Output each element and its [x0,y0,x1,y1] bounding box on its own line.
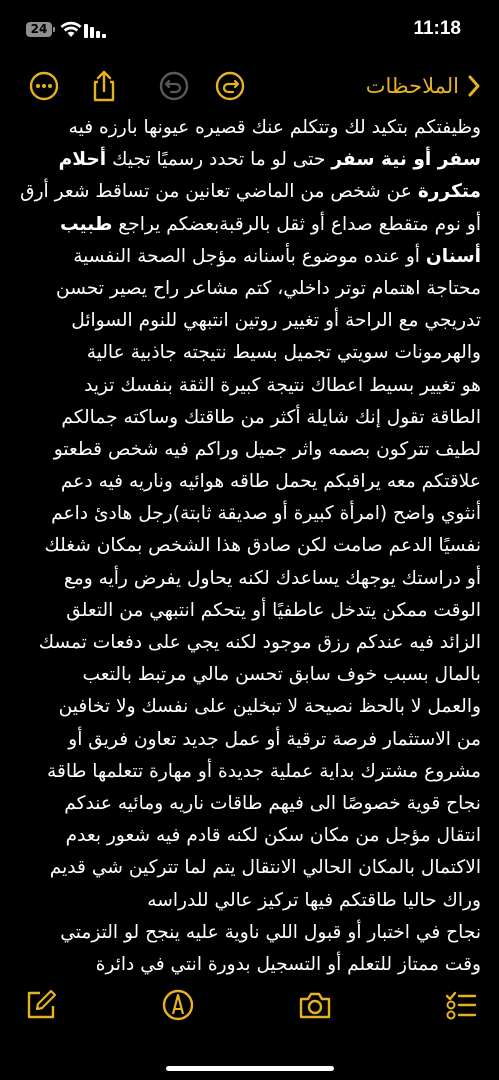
note-line [16,788,481,820]
compose-icon[interactable] [24,988,58,1022]
note-line [16,402,481,434]
wifi-icon [60,20,82,38]
note-line [16,466,481,498]
note-text: نفسيًا الدعم صامت لكن صادق هذا الشخص بمكان شغلك [44,535,481,557]
note-line [16,209,481,241]
note-text: تدريجي مع الراحة أو تغيير روتين انتبهي للنوم السوائل [71,310,481,332]
note-line [16,144,481,176]
status-bar [0,0,499,60]
note-line [16,498,481,530]
markup-pen-icon[interactable] [161,988,195,1022]
note-line [16,627,481,659]
note-line [16,273,481,305]
note-bold-text: سفر أو نية سفر [331,149,481,171]
note-bold-text: أسنان [425,245,481,267]
more-icon[interactable] [26,68,62,104]
note-text: وقت ممتاز للتعلم أو التسجيل بدورة انتي في دائرة [95,953,481,975]
note-line [16,852,481,884]
note-text: عن شخص من الماضي تعانين من تساقط شعر أرق [20,181,418,203]
note-line [16,691,481,723]
note-line [16,176,481,208]
note-bold-text: أحلام [58,149,107,171]
chevron-right-icon [467,74,481,98]
note-text: وراك حاليا طاقتكم فيها تركيز عالي للدراسه [147,889,481,911]
note-bold-text: متكررة [417,181,481,203]
note-text: حتى لو ما تحدد رسميًا تجيك [106,149,332,171]
checklist-icon[interactable] [444,988,478,1022]
note-text: أنثوي واضح (امرأة كبيرة أو صديقة ثابتة)رجل هادئ داعم [51,503,481,525]
note-text: علاقتكم معه يراقبكم يحمل طاقه هوائيه وناريه فيه دعم [60,471,481,493]
battery-icon [26,22,52,37]
note-text: أو نوم متقطع صداع أو ثقل بالرقبةبعضكم يراجع [112,213,481,235]
note-line [16,112,481,144]
clock: 11:18 [413,18,461,39]
note-text: والعمل لا بالحظ نصيحة لا تبخلين على نفسك ولا تخافين [58,696,481,718]
share-icon[interactable] [86,68,122,104]
note-line [16,595,481,627]
note-text: الزائد فيه عندكم رزق موجود لكنه يجي على دفعات تمسك [38,632,481,653]
note-text: انتقال مؤجل من مكان سكن لكنه قادم فيه شعور بعدم [65,825,481,847]
camera-icon[interactable] [298,988,332,1022]
note-text: بالمال بسبب خوف سابق تحسن مالي مرتبط بالتعب [82,664,481,686]
note-body[interactable] [16,112,481,981]
note-line [16,820,481,852]
note-text: والهرمونات سويتي تجميل بسيط نتيجته جاذبية عالية [86,342,481,364]
note-line [16,563,481,595]
battery-tip [53,27,55,32]
note-text: وظيفتكم بتكيد لك وتتكلم عنك قصيره عيونها بارزه فيه [68,117,481,138]
note-text: من الاستثمار فرصة ترقية أو عمل جديد تعاون فريق أو [68,728,481,750]
note-text: الاكتمال بالمكان الحالي الانتقال يتم لما تتركين شي قديم [49,857,481,879]
home-indicator[interactable] [166,1066,334,1071]
back-label: الملاحظات [365,74,459,98]
bottom-toolbar [0,970,499,1080]
note-line [16,724,481,756]
battery-level: 24 [30,22,48,36]
note-line [16,337,481,369]
note-bold-text: طبيب [60,213,113,235]
note-line [16,659,481,691]
note-text: مشروع مشترك بداية عملية جديدة أو مهارة تتعلمها طاقة [47,760,481,782]
note-line [16,305,481,337]
note-text: الوقت ممكن يتدخل عاطفيًا أو يتحكم انتبهي من التعلق [66,599,481,621]
note-line [16,370,481,402]
undo-icon[interactable] [156,68,192,104]
note-line [16,241,481,273]
note-text: نجاح في اختبار أو قبول اللي ناوية عليه ينجح لو التزمتي [60,921,481,943]
redo-icon[interactable] [212,68,248,104]
note-line [16,917,481,949]
note-text: أو عنده موضوع بأسنانه مؤجل الصحة النفسية [73,245,426,267]
note-line [16,530,481,562]
note-line [16,434,481,466]
note-text: هو تغيير بسيط اعطاك نتيجة كبيرة الثقة بنفسك تزيد [84,374,481,396]
note-toolbar [0,62,499,110]
note-line [16,756,481,788]
note-text: الطاقة تقول إنك شايلة أكثر من طاقتك وساكته جمالكم [61,406,481,428]
cellular-signal-icon [84,22,108,38]
note-line [16,885,481,917]
note-text: محتاجة اهتمام توتر داخلي، كتم مشاعر راح يصير تحسن [56,277,481,299]
note-text: أو دراستك يوجهك يساعدك لكنه يحاول يفرض رأيه ومع [63,567,481,589]
note-text: لطيف تتركون بصمه واثر جميل وراكم فيه شخص قطعتو [53,438,481,460]
back-button[interactable] [366,70,481,102]
note-text: نجاح قوية خصوصًا الى فيهم طاقات ناريه ومائيه عندكم [64,792,481,814]
